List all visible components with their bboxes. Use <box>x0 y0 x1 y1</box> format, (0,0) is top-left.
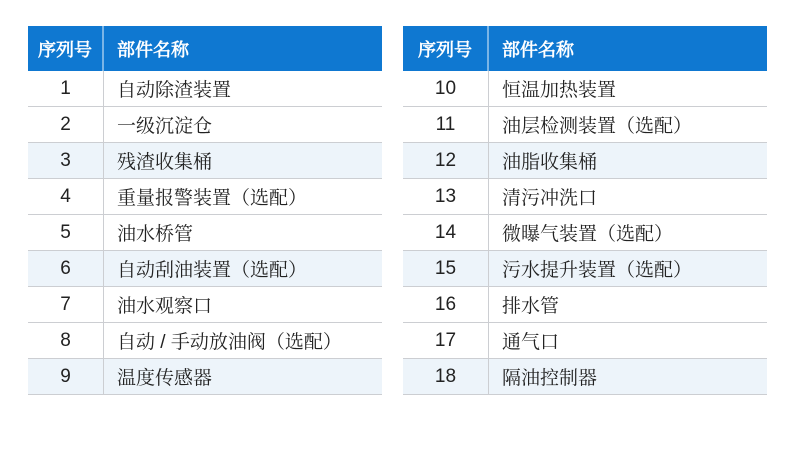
part-name-cell: 一级沉淀仓 <box>117 116 213 137</box>
serial-number-cell: 14 <box>403 215 489 250</box>
table-row <box>28 323 382 359</box>
table-row <box>28 215 382 251</box>
table-row <box>403 323 767 359</box>
column-header-serial: 序列号 <box>28 26 104 71</box>
part-name-cell: 油水桥管 <box>117 224 194 245</box>
serial-number-cell: 8 <box>28 323 104 358</box>
table-row <box>403 143 767 179</box>
column-header-serial: 序列号 <box>403 26 489 71</box>
column-header-part-name: 部件名称 <box>502 39 574 60</box>
part-name-cell: 污水提升装置（选配） <box>502 260 693 281</box>
parts-table-left <box>28 26 382 395</box>
parts-table-right <box>403 26 767 395</box>
serial-number-cell: 18 <box>403 359 489 394</box>
serial-number-cell: 1 <box>28 71 104 106</box>
serial-number-cell: 10 <box>403 71 489 106</box>
part-name-cell: 隔油控制器 <box>502 368 598 389</box>
column-header-part-name: 部件名称 <box>117 39 189 60</box>
table-row <box>403 107 767 143</box>
table-row <box>28 107 382 143</box>
serial-number-cell: 9 <box>28 359 104 394</box>
serial-number-cell: 11 <box>403 107 489 142</box>
serial-number-cell: 6 <box>28 251 104 286</box>
table-row <box>403 251 767 287</box>
table-header <box>403 26 767 71</box>
table-row <box>403 215 767 251</box>
serial-number-cell: 7 <box>28 287 104 322</box>
serial-number-cell: 13 <box>403 179 489 214</box>
table-body <box>403 71 767 395</box>
serial-number-cell: 4 <box>28 179 104 214</box>
part-name-cell: 排水管 <box>502 296 560 317</box>
part-name-cell: 温度传感器 <box>117 368 213 389</box>
part-name-cell: 油层检测装置（选配） <box>502 116 693 137</box>
part-name-cell: 清污冲洗口 <box>502 188 598 209</box>
table-row <box>28 359 382 395</box>
part-name-cell: 自动除渣装置 <box>117 80 232 101</box>
table-row <box>403 359 767 395</box>
serial-number-cell: 16 <box>403 287 489 322</box>
part-name-cell: 残渣收集桶 <box>117 152 213 173</box>
table-row <box>28 143 382 179</box>
serial-number-cell: 3 <box>28 143 104 178</box>
serial-number-cell: 2 <box>28 107 104 142</box>
table-row <box>28 251 382 287</box>
part-name-cell: 自动刮油装置（选配） <box>117 260 308 281</box>
part-name-cell: 通气口 <box>502 332 560 353</box>
serial-number-cell: 15 <box>403 251 489 286</box>
table-row <box>28 287 382 323</box>
table-header <box>28 26 382 71</box>
part-name-cell: 重量报警装置（选配） <box>117 188 308 209</box>
serial-number-cell: 5 <box>28 215 104 250</box>
part-name-cell: 油脂收集桶 <box>502 152 598 173</box>
table-row <box>403 179 767 215</box>
table-row <box>28 71 382 107</box>
part-name-cell: 油水观察口 <box>117 296 213 317</box>
table-row <box>403 71 767 107</box>
table-row <box>403 287 767 323</box>
table-body <box>28 71 382 395</box>
serial-number-cell: 17 <box>403 323 489 358</box>
serial-number-cell: 12 <box>403 143 489 178</box>
part-name-cell: 恒温加热装置 <box>502 80 617 101</box>
part-name-cell: 微曝气装置（选配） <box>502 224 674 245</box>
part-name-cell: 自动 / 手动放油阀（选配） <box>117 332 342 353</box>
table-row <box>28 179 382 215</box>
